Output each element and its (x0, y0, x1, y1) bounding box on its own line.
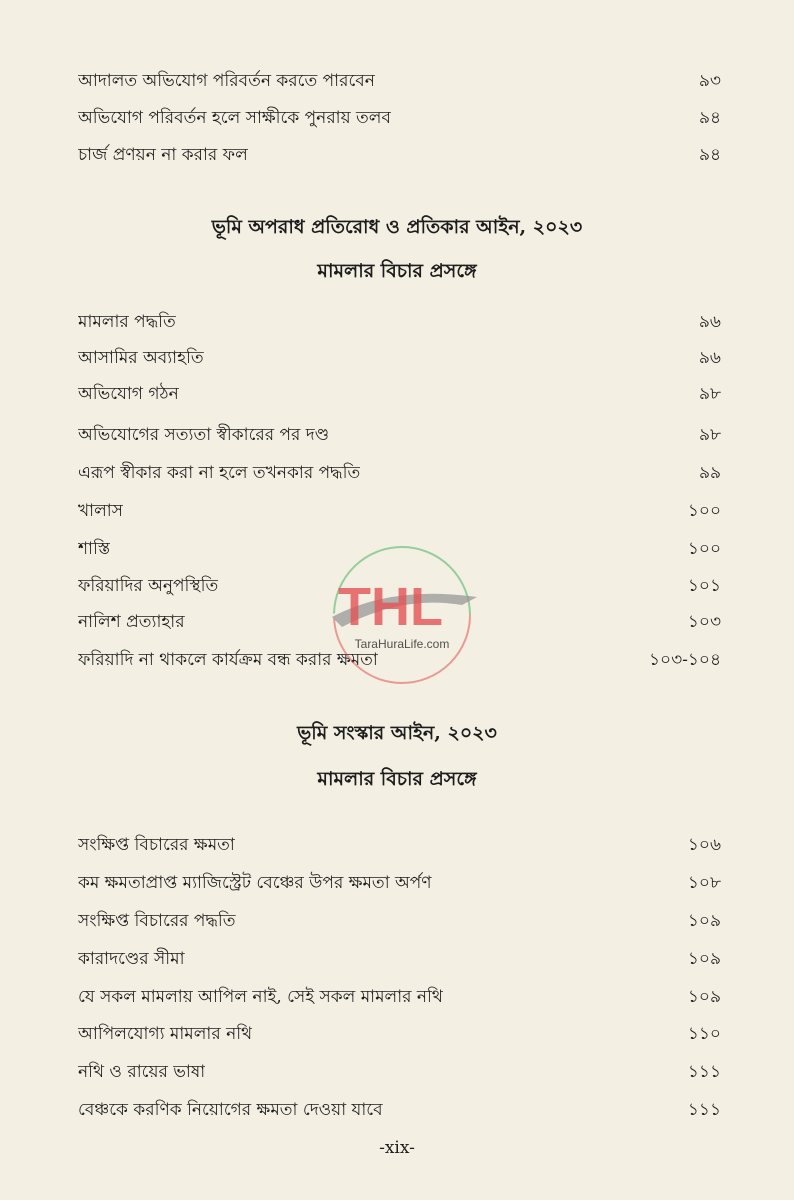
toc-entry-page: ৯৮ (698, 425, 721, 445)
toc-entry-title: ফরিয়াদির অনুপস্থিতি (78, 576, 219, 596)
watermark-logo-letters: THL (338, 577, 443, 637)
toc-entry-page: ১০৬ (687, 835, 721, 855)
page-number: -xix- (379, 1138, 415, 1158)
watermark-site: TaraHuraLife.com (354, 637, 450, 651)
toc-entry (78, 307, 721, 337)
toc-entry-title: কারাদণ্ডের সীমা (78, 949, 185, 969)
toc-entry (78, 458, 721, 488)
act-title: ভূমি অপরাধ প্রতিরোধ ও প্রতিকার আইন, ২০২৩ (211, 216, 583, 238)
toc-entry (78, 868, 721, 898)
toc-entry-title: সংক্ষিপ্ত বিচারের পদ্ধতি (78, 911, 236, 931)
toc-entry (78, 944, 721, 974)
toc-entry-page: ১০৯ (687, 949, 721, 969)
toc-entry-page: ১০১ (687, 576, 721, 596)
toc-entry (78, 1095, 721, 1125)
toc-entry-title: অভিযোগ পরিবর্তন হলে সাক্ষীকে পুনরায় তলব (78, 108, 391, 128)
toc-entry-title: আদালত অভিযোগ পরিবর্তন করতে পারবেন (78, 71, 375, 91)
act-title: ভূমি সংস্কার আইন, ২০২৩ (297, 722, 497, 744)
toc-entry-title: অভিযোগ গঠন (78, 384, 179, 404)
toc-entry (78, 379, 721, 409)
toc-entry-page: ১০০ (687, 539, 721, 559)
toc-entry-page: ১০০ (687, 501, 721, 521)
toc-entry-title: খালাস (78, 501, 123, 521)
watermark-logo (312, 545, 492, 695)
toc-entry-page: ১০৯ (687, 911, 721, 931)
toc-entry (78, 343, 721, 373)
section-subtitle: মামলার বিচার প্রসঙ্গে (317, 768, 477, 790)
toc-entry-title: এরূপ স্বীকার করা না হলে তখনকার পদ্ধতি (78, 463, 361, 483)
toc-entry-page: ৯৪ (698, 145, 721, 165)
toc-entry-page: ১১১ (687, 1100, 721, 1120)
toc-entry-title: নালিশ প্রত্যাহার (78, 612, 185, 632)
toc-entry-page: ৯৬ (698, 312, 721, 332)
toc-entry-title: চার্জ প্রণয়ন না করার ফল (78, 145, 248, 165)
toc-entry (78, 140, 721, 170)
toc-entry-page: ৯৬ (698, 348, 721, 368)
toc-entry-title: অভিযোগের সত্যতা স্বীকারের পর দণ্ড (78, 425, 330, 445)
toc-entry (78, 66, 721, 96)
toc-entry (78, 103, 721, 133)
toc-entry (78, 982, 721, 1012)
toc-entry-page: ৯৯ (698, 463, 721, 483)
toc-entry-page: ১১০ (687, 1024, 721, 1044)
toc-entry (78, 496, 721, 526)
toc-entry (78, 1019, 721, 1049)
toc-entry-title: সংক্ষিপ্ত বিচারের ক্ষমতা (78, 835, 235, 855)
toc-entry-page: ১১১ (687, 1062, 721, 1082)
toc-entry-page: ১০৩-১০৪ (649, 650, 721, 670)
toc-entry (78, 420, 721, 450)
toc-entry-page: ১০৯ (687, 987, 721, 1007)
toc-entry-title: বেঞ্চকে করণিক নিয়োগের ক্ষমতা দেওয়া যাবে (78, 1100, 383, 1120)
toc-entry-page: ৯৩ (698, 71, 721, 91)
toc-entry-page: ৯৪ (698, 108, 721, 128)
toc-entry-page: ৯৮ (698, 384, 721, 404)
toc-entry-title: ফরিয়াদি না থাকলে কার্যক্রম বন্ধ করার ক্ষমতা (78, 650, 378, 670)
section-subtitle: মামলার বিচার প্রসঙ্গে (317, 260, 477, 282)
toc-entry (78, 1057, 721, 1087)
toc-entry-page: ১০৮ (687, 873, 721, 893)
toc-entry (78, 830, 721, 860)
toc-entry-title: কম ক্ষমতাপ্রাপ্ত ম্যাজিস্ট্রেট বেঞ্চের উপর ক্ষমতা অর্পণ (78, 873, 432, 893)
toc-entry-title: আসামির অব্যাহতি (78, 348, 204, 368)
toc-entry (78, 906, 721, 936)
toc-entry-title: যে সকল মামলায় আপিল নাই, সেই সকল মামলার নথি (78, 987, 443, 1007)
toc-entry-title: নথি ও রায়ের ভাষা (78, 1062, 206, 1082)
toc-entry-title: শাস্তি (78, 539, 111, 559)
toc-entry-title: আপিলযোগ্য মামলার নথি (78, 1024, 253, 1044)
toc-entry-title: মামলার পদ্ধতি (78, 312, 176, 332)
toc-entry-page: ১০৩ (687, 612, 721, 632)
